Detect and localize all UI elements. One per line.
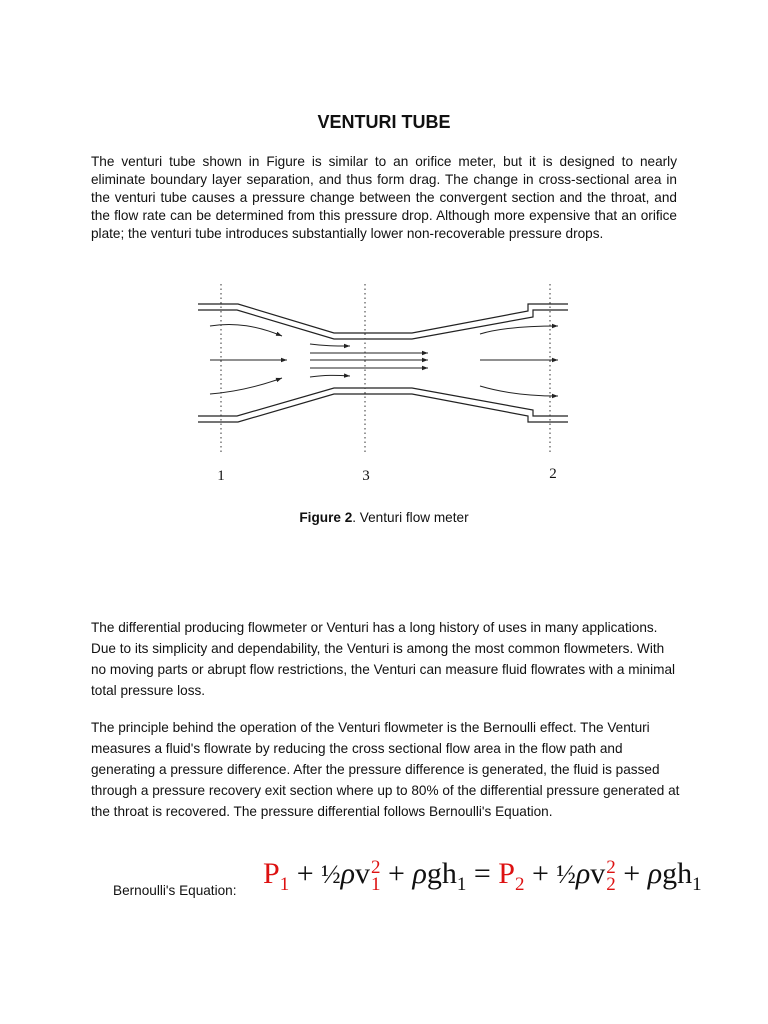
flow-arrow bbox=[310, 344, 350, 346]
intro-paragraph: The venturi tube shown in Figure is similar to an orifice meter, but it is designed to nearly eliminate boundary layer separation, and thus form drag. The change in cross-sectional area in the venturi tube causes a pressure change between the convergent section and the throat, and the flow rate can be determined from this pressure drop. Although more expensive that an orifice plate; the venturi tube introduces substantially lower non-recoverable pressure drops. bbox=[91, 154, 677, 241]
equation-label: Bernoulli's Equation: bbox=[113, 883, 237, 898]
eq-v1-powers: 2 1 bbox=[371, 857, 381, 896]
station-label-3: 3 bbox=[362, 468, 370, 484]
flow-arrow bbox=[210, 378, 282, 394]
figure-caption-number: Figure 2 bbox=[299, 510, 353, 525]
station-label-2: 2 bbox=[549, 466, 557, 482]
bernoulli-equation: $P_1$ + ½ρv 2 1 + $\rho gh_1 = P_2$ + ½ρv 2 2 + ρgh$_1$ bbox=[263, 857, 702, 896]
eq-v2-powers: 2 2 bbox=[606, 857, 616, 896]
flow-arrow bbox=[310, 375, 350, 377]
top-wall-outer bbox=[198, 304, 568, 333]
eq-p2: $P_2$ bbox=[498, 857, 525, 895]
page-title: VENTURI TUBE bbox=[317, 112, 451, 132]
flow-arrow bbox=[480, 386, 558, 396]
bottom-wall-inner bbox=[198, 388, 568, 416]
flow-arrow bbox=[480, 326, 558, 334]
principle-paragraph: The principle behind the operation of the Venturi flowmeter is the Bernoulli effect. The Venturi measures a fluid's flowrate by reducing the cross sectional flow area in the flow path and generating a pressure difference. After the pressure difference is generated, the fluid is passed through a pressure recovery exit section where up to 80% of the differential pressure generated at the throat is recovered. The pressure differential follows Bernoulli's Equation. bbox=[91, 720, 680, 819]
history-paragraph: The differential producing flowmeter or Venturi has a long history of uses in many applications. Due to its simplicity and dependability, the Venturi is among the most common flowmeters. With no moving parts or abrupt flow restrictions, the Venturi can measure fluid flowrates with a minimal total pressure loss. bbox=[91, 620, 676, 698]
figure-caption bbox=[0, 510, 768, 525]
figure-caption-text: . Venturi flow meter bbox=[352, 510, 469, 525]
bottom-wall-outer bbox=[198, 394, 568, 422]
venturi-diagram bbox=[190, 282, 580, 497]
eq-p1: $P_1$ bbox=[263, 857, 290, 895]
station-label-1: 1 bbox=[217, 468, 225, 484]
